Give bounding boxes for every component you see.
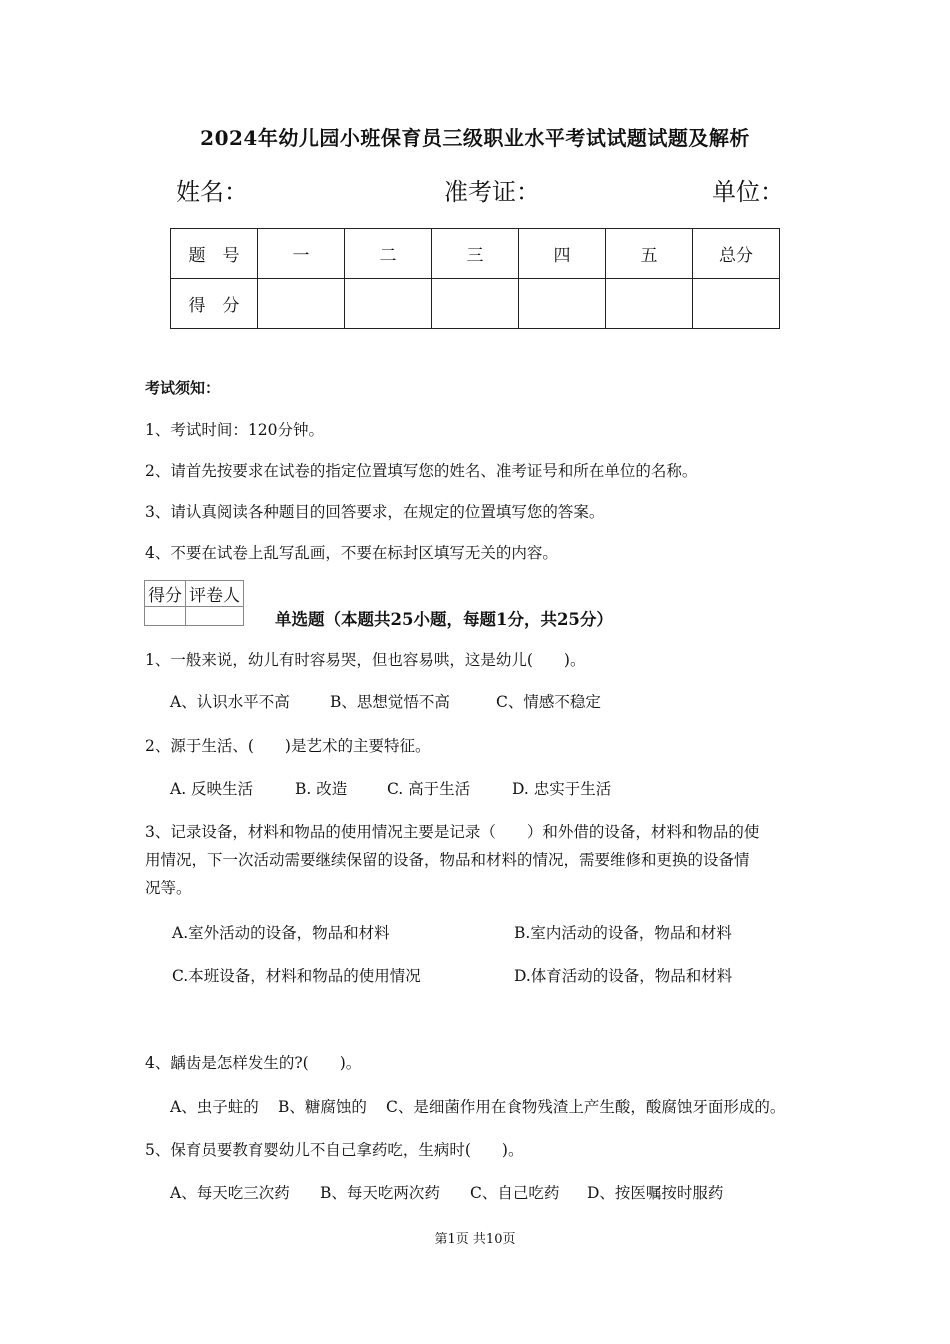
notice-item-3: 3、请认真阅读各种题目的回答要求，在规定的位置填写您的答案。 [145,503,605,521]
score-table-score-row [171,279,780,329]
grader-box [144,580,244,626]
question-3-stem-line-2: 用情况，下一次活动需要继续保留的设备，物品和材料的情况，需要维修和更换的设备情 [145,851,750,869]
score-header-3: 三 [432,229,519,279]
score-header-label: 题 号 [171,229,258,279]
question-2-option-d: D. 忠实于生活 [512,780,612,798]
notice-item-1: 1、考试时间：120分钟。 [145,421,324,439]
question-1-option-a: A、认识水平不高 [170,693,290,711]
question-2-stem: 2、源于生活、( )是艺术的主要特征。 [145,737,431,755]
question-4-stem: 4、龋齿是怎样发生的?( )。 [145,1054,362,1072]
score-cell-4 [519,279,606,329]
score-header-5: 五 [606,229,693,279]
question-5-stem: 5、保育员要教育婴幼儿不自己拿药吃，生病时( )。 [145,1141,524,1159]
question-3-option-a: A.室外活动的设备，物品和材料 [172,924,390,942]
question-3-stem-line-1: 3、记录设备，材料和物品的使用情况主要是记录（ ）和外借的设备，材料和物品的使 [145,823,760,841]
notice-item-4: 4、不要在试卷上乱写乱画，不要在标封区填写无关的内容。 [145,544,558,562]
score-header-4: 四 [519,229,606,279]
question-5-option-c: C、自己吃药 [470,1184,560,1202]
question-4-option-b: B、糖腐蚀的 [278,1098,367,1116]
name-label: 姓名： [176,178,248,206]
question-4-option-c: C、是细菌作用在食物残渣上产生酸，酸腐蚀牙面形成的。 [386,1098,786,1116]
score-row-label: 得 分 [171,279,258,329]
question-1-option-b: B、思想觉悟不高 [330,693,450,711]
question-2-option-a: A. 反映生活 [170,780,254,798]
page-title: 2024年幼儿园小班保育员三级职业水平考试试题试题及解析 [200,126,750,150]
score-cell-1 [258,279,345,329]
grader-score-cell [145,607,186,626]
question-2-option-b: B. 改造 [295,780,348,798]
section-title: 单选题（本题共25小题，每题1分，共25分） [275,610,613,629]
score-header-2: 二 [345,229,432,279]
unit-label: 单位： [712,178,784,206]
question-2-option-c: C. 高于生活 [387,780,471,798]
score-cell-3 [432,279,519,329]
question-1-option-c: C、情感不稳定 [496,693,601,711]
notice-heading: 考试须知： [145,379,221,397]
question-3-option-c: C.本班设备，材料和物品的使用情况 [172,967,421,985]
question-3-option-d: D.体育活动的设备，物品和材料 [514,967,733,985]
grader-reviewer-label: 评卷人 [186,581,244,607]
notice-item-2: 2、请首先按要求在试卷的指定位置填写您的姓名、准考证号和所在单位的名称。 [145,462,698,480]
question-5-option-d: D、按医嘱按时服药 [587,1184,724,1202]
score-cell-total [693,279,780,329]
question-3-stem-line-3: 况等。 [145,879,192,897]
score-header-total: 总分 [693,229,780,279]
score-cell-5 [606,279,693,329]
question-4-option-a: A、虫子蛀的 [170,1098,259,1116]
score-cell-2 [345,279,432,329]
grader-score-label: 得分 [145,581,186,607]
question-1-stem: 1、一般来说，幼儿有时容易哭，但也容易哄，这是幼儿( )。 [145,651,586,669]
question-5-option-a: A、每天吃三次药 [170,1184,290,1202]
page-footer: 第1页 共10页 [434,1232,516,1247]
score-table [170,228,780,329]
question-3-option-b: B.室内活动的设备，物品和材料 [514,924,732,942]
exam-id-label: 准考证： [444,178,540,206]
score-table-header-row [171,229,780,279]
question-5-option-b: B、每天吃两次药 [320,1184,440,1202]
score-header-1: 一 [258,229,345,279]
grader-reviewer-cell [186,607,244,626]
